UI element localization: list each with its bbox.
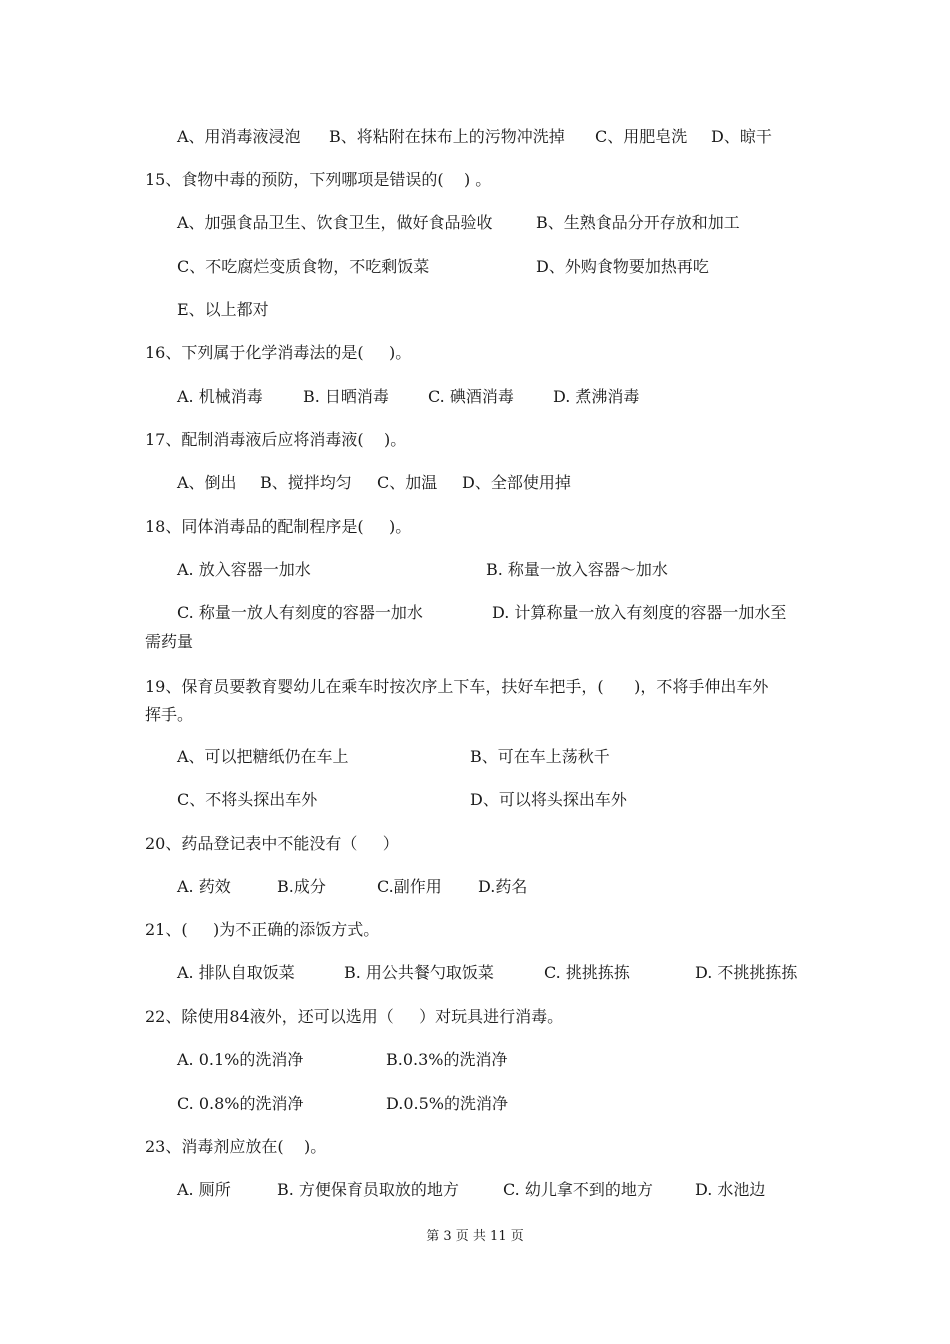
option-line-19a-col-1: A、可以把糖纸仍在车上 (177, 747, 349, 766)
question-19-cont: 挥手。 (145, 705, 194, 724)
option-line-17-col-2: B、搅拌均匀 (260, 473, 352, 492)
option-line-15b-col-2: D、外购食物要加热再吃 (536, 257, 709, 276)
option-line-22b-col-2: D.0.5%的洗消净 (386, 1094, 508, 1113)
option-line-16-col-3: C. 碘酒消毒 (428, 387, 514, 406)
option-line-22a-col-1: A. 0.1%的洗消净 (177, 1050, 304, 1069)
option-line-16-col-4: D. 煮沸消毒 (553, 387, 640, 406)
question-23: 23、消毒剂应放在( )。 (145, 1137, 327, 1156)
question-19: 19、保育员要教育婴幼儿在乘车时按次序上下车，扶好车把手，( )，不将手伸出车外 (145, 677, 769, 696)
question-16: 16、下列属于化学消毒法的是( )。 (145, 343, 412, 362)
question-21: 21、( )为不正确的添饭方式。 (145, 920, 380, 939)
question-22: 22、除使用84液外，还可以选用（ ）对玩具进行消毒。 (145, 1007, 564, 1026)
option-line-18a-col-2: B. 称量一放入容器～加水 (486, 560, 668, 579)
option-line-17-col-4: D、全部使用掉 (462, 473, 571, 492)
option-line-17-col-3: C、加温 (377, 473, 438, 492)
option-line-15a-col-1: A、加强食品卫生、饮食卫生，做好食品验收 (177, 213, 493, 232)
option-line-23-col-4: D. 水池边 (695, 1180, 766, 1199)
option-line-18b-col-1: C. 称量一放人有刻度的容器一加水 (177, 603, 423, 622)
option-line-18a-col-1: A. 放入容器一加水 (177, 560, 311, 579)
option-line-18b-col-2: D. 计算称量一放入有刻度的容器一加水至 (492, 603, 787, 622)
question-18: 18、同体消毒品的配制程序是( )。 (145, 517, 412, 536)
option-line-22b-col-1: C. 0.8%的洗消净 (177, 1094, 304, 1113)
option-line-14-col-1: A、用消毒液浸泡 (177, 127, 301, 146)
option-line-20-col-1: A. 药效 (177, 877, 231, 896)
option-line-19a-col-2: B、可在车上荡秋千 (470, 747, 610, 766)
option-line-21-col-1: A. 排队自取饭菜 (177, 963, 295, 982)
option-line-14-col-2: B、将粘附在抹布上的污物冲洗掉 (329, 127, 565, 146)
option-line-23-col-2: B. 方便保育员取放的地方 (277, 1180, 459, 1199)
option-line-17-col-1: A、倒出 (177, 473, 237, 492)
option-line-15b-col-1: C、不吃腐烂变质食物，不吃剩饭菜 (177, 257, 430, 276)
option-line-21-col-4: D. 不挑挑拣拣 (695, 963, 798, 982)
option-line-19b-col-2: D、可以将头探出车外 (470, 790, 627, 809)
option-line-21-col-2: B. 用公共餐勺取饭菜 (344, 963, 494, 982)
option-line-18c: 需药量 (145, 632, 194, 651)
page-footer: 第 3 页 共 11 页 (426, 1229, 524, 1244)
option-line-14-col-4: D、晾干 (711, 127, 772, 146)
option-line-22a-col-2: B.0.3%的洗消净 (386, 1050, 508, 1069)
option-line-16-col-1: A. 机械消毒 (177, 387, 263, 406)
option-line-20-col-3: C.副作用 (377, 877, 442, 896)
option-line-19b-col-1: C、不将头探出车外 (177, 790, 318, 809)
option-line-15c: E、以上都对 (177, 300, 269, 319)
question-15: 15、食物中毒的预防，下列哪项是错误的( ) 。 (145, 170, 492, 189)
option-line-21-col-3: C. 挑挑拣拣 (544, 963, 630, 982)
option-line-20-col-2: B.成分 (277, 877, 326, 896)
option-line-23-col-3: C. 幼儿拿不到的地方 (503, 1180, 653, 1199)
question-20: 20、药品登记表中不能没有（ ） (145, 834, 399, 853)
option-line-16-col-2: B. 日晒消毒 (303, 387, 389, 406)
option-line-14-col-3: C、用肥皂洗 (595, 127, 688, 146)
option-line-15a-col-2: B、生熟食品分开存放和加工 (536, 213, 740, 232)
option-line-20-col-4: D.药名 (478, 877, 528, 896)
option-line-23-col-1: A. 厕所 (177, 1180, 231, 1199)
question-17: 17、配制消毒液后应将消毒液( )。 (145, 430, 407, 449)
